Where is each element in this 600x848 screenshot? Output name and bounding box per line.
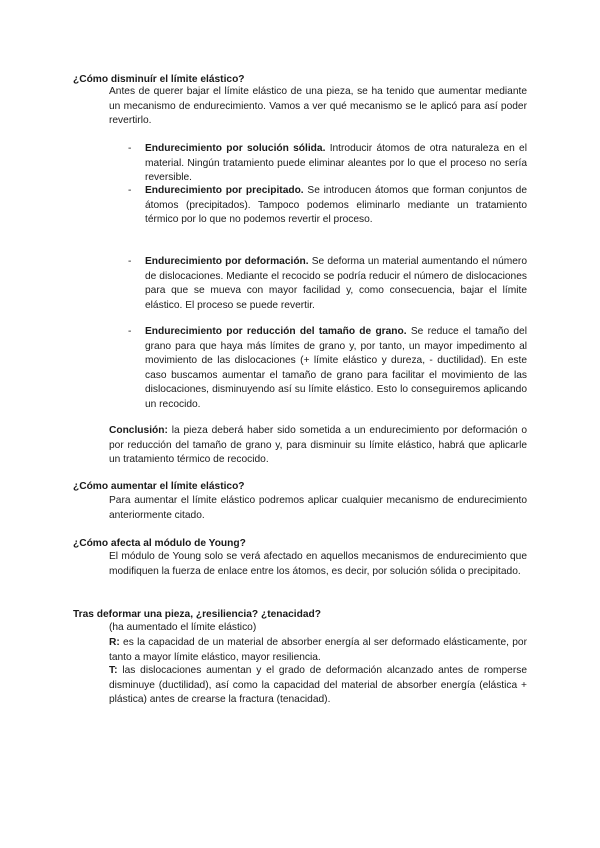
list-item-title: Endurecimiento por deformación. <box>145 256 309 267</box>
r-label: R: <box>109 637 120 648</box>
heading-disminuir: ¿Cómo disminuír el límite elástico? <box>73 74 245 85</box>
conclusion-label: Conclusión: <box>109 425 168 436</box>
paragraph-intro: Antes de querer bajar el límite elástico de una pieza, se ha tenido que aumentar mediante un mecanismo de endurecimiento. Vamos a ver qué mecanismo se le aplicó para así poder revertirlo. <box>109 86 527 126</box>
note-limite-elastico: (ha aumentado el límite elástico) <box>109 622 257 633</box>
conclusion-text: la pieza deberá haber sido sometida a un endurecimiento por deformación o por reducción del tamaño de grano y, para disminuir su límite elástico, habrá que aplicarle un tratamiento térmico de recocido. <box>109 425 527 465</box>
list-item-precipitado <box>145 184 527 228</box>
list-item-text: Se deforma un material aumentando el número de dislocaciones. Mediante el recocido se podría reducir el número de dislocaciones para que se mueva con mayor facilidad y, como consecuencia, bajar el límite elástico. El proceso se puede revertir. <box>145 256 527 311</box>
bullet-dash: - <box>128 326 132 337</box>
list-item-title: Endurecimiento por precipitado. <box>145 185 304 196</box>
list-item-title: Endurecimiento por reducción del tamaño de grano. <box>145 326 407 337</box>
list-item-tamano-grano <box>145 325 527 412</box>
list-item-title: Endurecimiento por solución sólida. <box>145 143 326 154</box>
list-item-text: Se reduce el tamaño del grano para que haya más límites de grano y, por tanto, un mayor impedimento al movimiento de las dislocaciones (+ límite elástico y dureza, - ductilidad). En este caso buscamos aumentar el tamaño de grano para facilitar el movimiento de las dislocaciones, disminuyendo así su límite elástico. Esto lo conseguiremos aplicando un recocido. <box>145 326 527 410</box>
bullet-dash: - <box>128 185 132 196</box>
bullet-dash: - <box>128 143 132 154</box>
paragraph-resiliencia <box>109 636 527 665</box>
paragraph-conclusion <box>109 424 527 468</box>
list-item-deformacion <box>145 255 527 313</box>
heading-aumentar: ¿Cómo aumentar el límite elástico? <box>73 481 245 492</box>
paragraph-modulo-young: El módulo de Young solo se verá afectado en aquellos mecanismos de endurecimiento que modifiquen la fuerza de enlace entre los átomos, es decir, por solución sólida o precipitado. <box>109 551 527 577</box>
t-text: las dislocaciones aumentan y el grado de deformación alcanzado antes de romperse disminuye (ductilidad), así como la capacidad del material de absorber energía (elástica + plástica) antes de crearse la fractura (tenacidad). <box>109 665 527 705</box>
paragraph-aumentar: Para aumentar el límite elástico podremos aplicar cualquier mecanismo de endurecimiento anteriormente citado. <box>109 495 527 521</box>
heading-resiliencia-tenacidad: Tras deformar una pieza, ¿resiliencia? ¿tenacidad? <box>73 609 321 620</box>
list-item-text: Introducir átomos de otra naturaleza en el material. Ningún tratamiento puede eliminar aleantes por lo que el proceso no sería reversible. <box>145 143 527 183</box>
t-label: T: <box>109 665 118 676</box>
list-item-solucion-solida <box>145 142 527 186</box>
paragraph-tenacidad <box>109 664 527 708</box>
heading-modulo-young: ¿Cómo afecta al módulo de Young? <box>73 538 246 549</box>
list-item-text: Se introducen átomos que forman conjuntos de átomos (precipitados). Tampoco podemos eliminarlo mediante un tratamiento térmico por lo que no podemos revertir el proceso. <box>145 185 527 225</box>
bullet-dash: - <box>128 256 132 267</box>
r-text: es la capacidad de un material de absorber energía al ser deformado elásticamente, por tanto a mayor límite elástico, mayor resiliencia. <box>109 637 527 663</box>
